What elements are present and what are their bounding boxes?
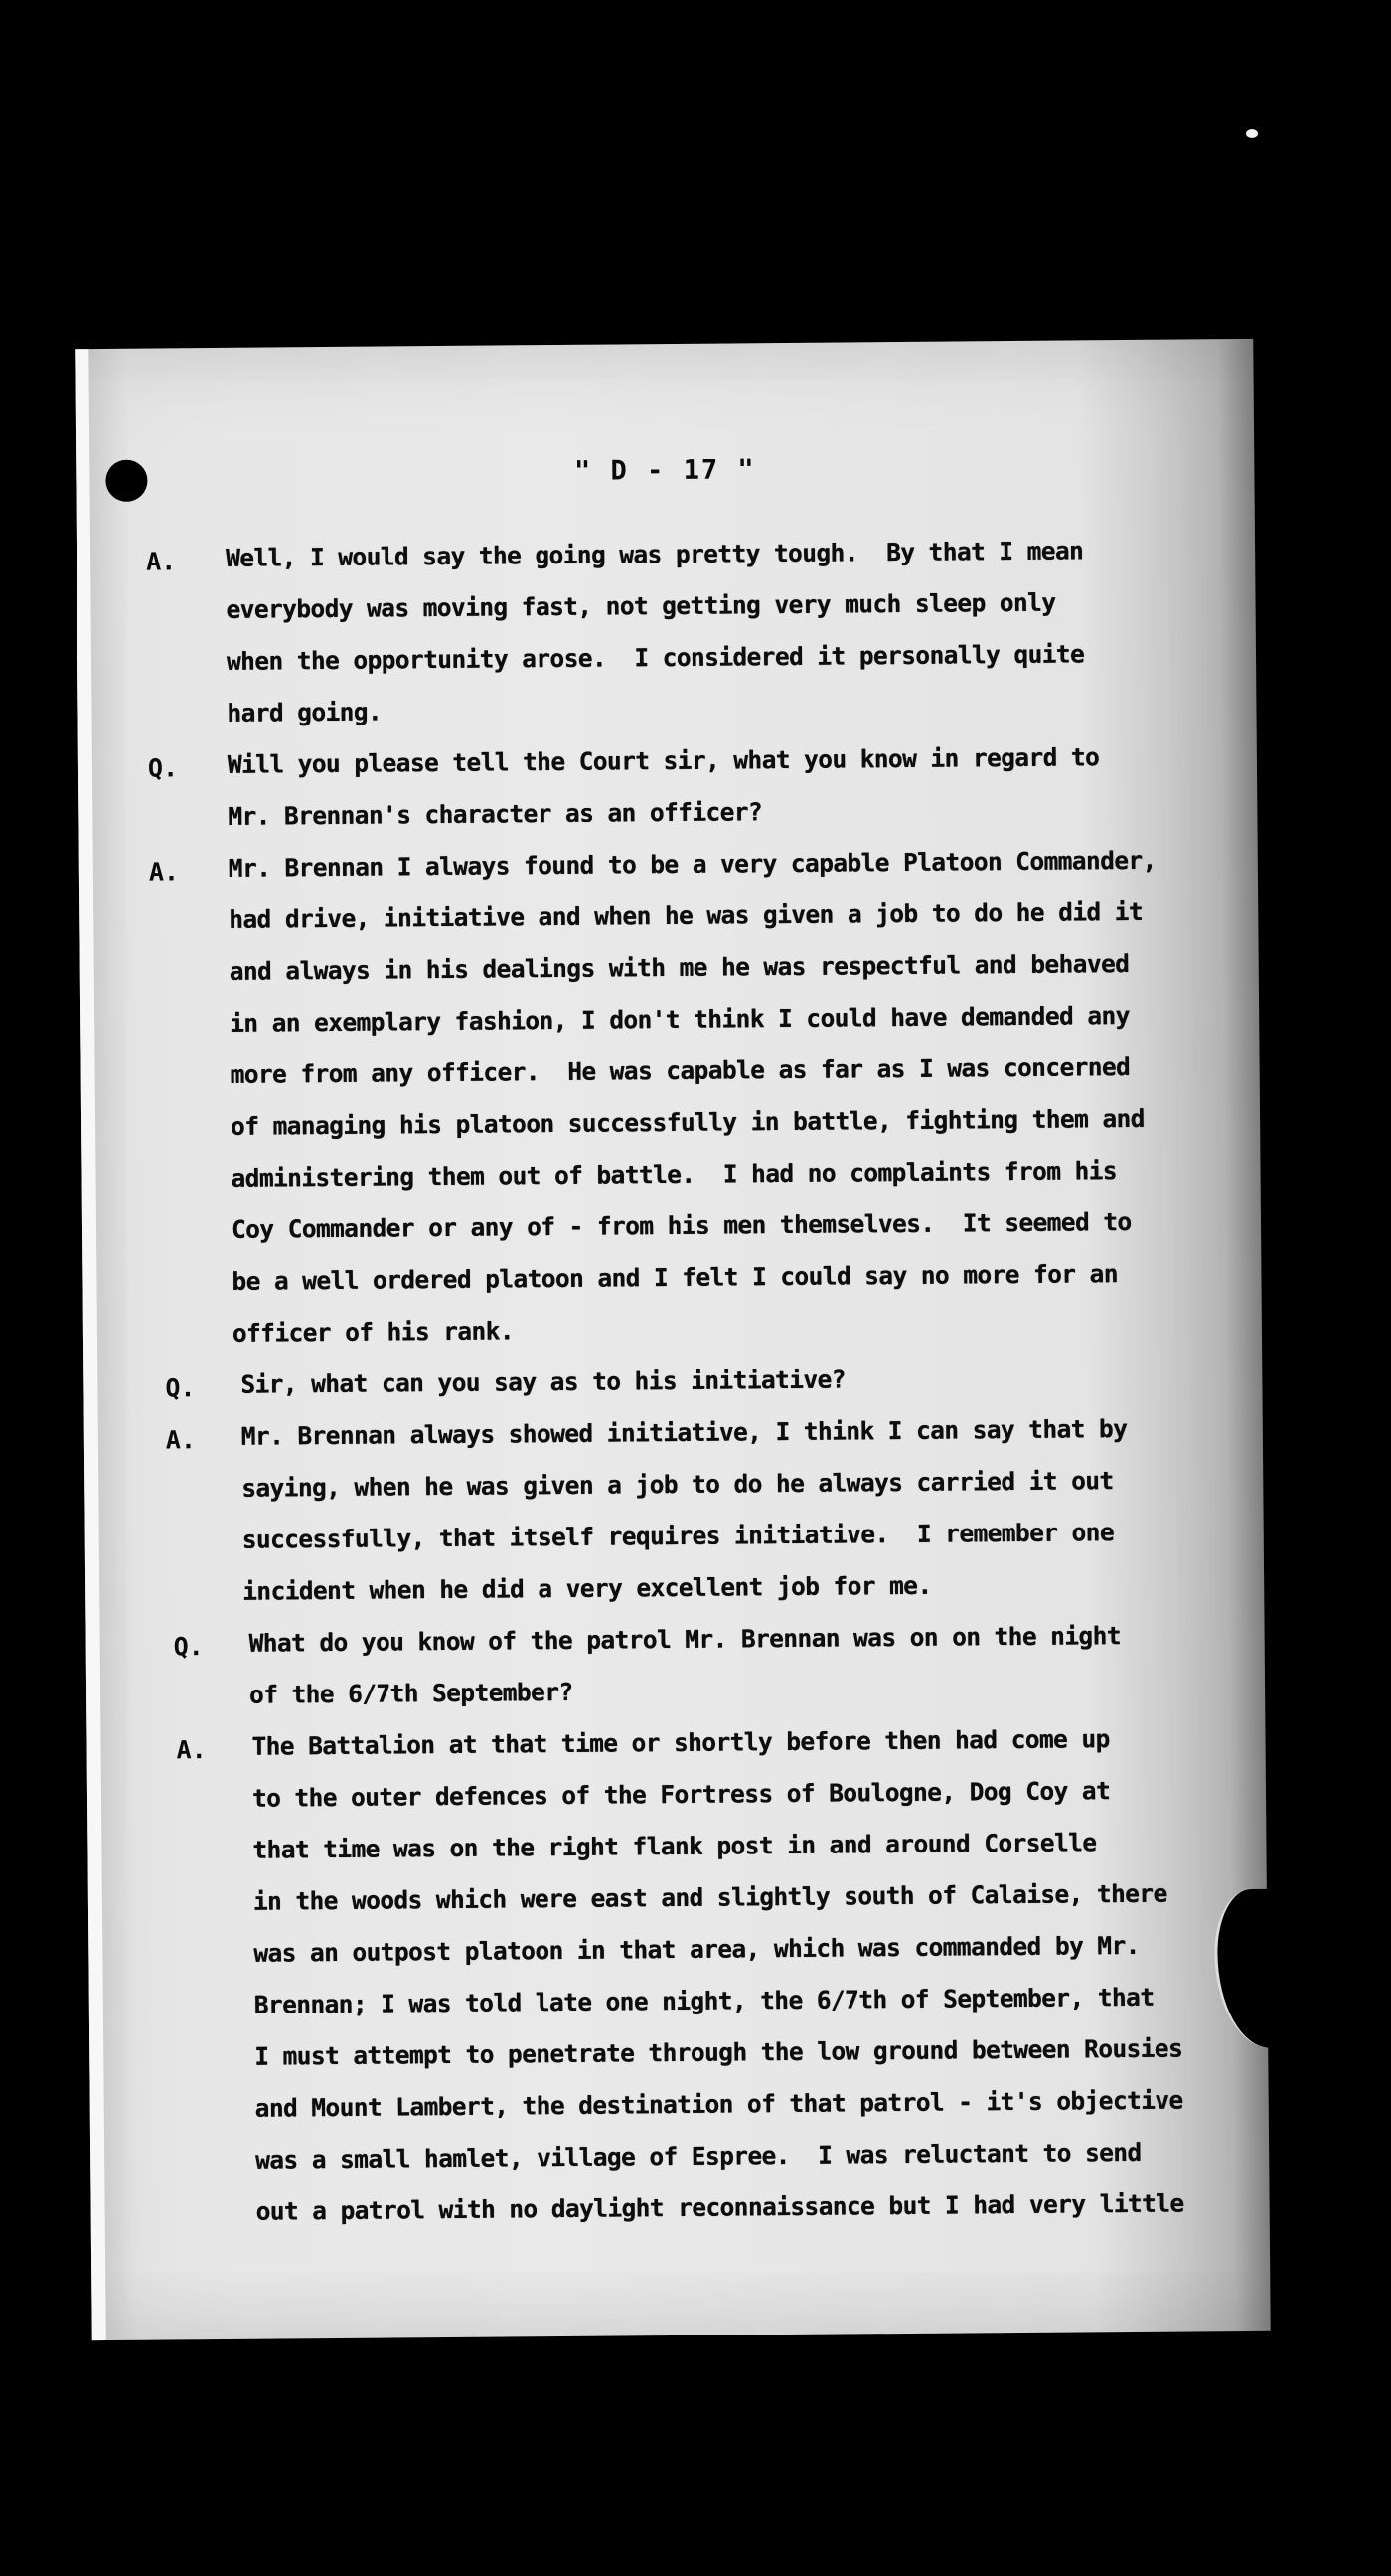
text-line: saying, when he was given a job to do he always carried it out <box>241 1466 1114 1503</box>
text-line: incident when he did a very excellent job for me. <box>242 1570 932 1606</box>
speaker-label: A. <box>176 1735 207 1765</box>
text-line: Mr. Brennan's character as an officer? <box>228 797 763 831</box>
text-line: Mr. Brennan always showed initiative, I think I can say that by <box>240 1414 1128 1451</box>
scan-speck <box>1246 129 1258 138</box>
text-line: be a well ordered platoon and I felt I could say no more for an <box>232 1259 1119 1296</box>
text-line: and Mount Lambert, the destination of that patrol - it's objective <box>254 2085 1183 2123</box>
text-line: to the outer defences of the Fortress of Boulogne, Dog Coy at <box>251 1776 1111 1813</box>
text-line: and always in his dealings with me he was respectful and behaved <box>229 948 1130 986</box>
text-line: Will you please tell the Court sir, what you know in regard to <box>227 742 1100 779</box>
text-line: Sir, what can you say as to his initiative? <box>240 1365 846 1399</box>
text-line: in the woods which were east and slightly south of Calaise, there <box>252 1878 1167 1916</box>
text-line: had drive, initiative and when he was given a job to do he did it <box>229 896 1144 934</box>
text-line: The Battalion at that time or shortly before then had come up <box>251 1724 1110 1761</box>
document-page <box>75 339 1270 2340</box>
speaker-label: Q. <box>165 1373 196 1403</box>
text-line: out a patrol with no daylight reconnaissance but I had very little <box>255 2188 1184 2226</box>
speaker-label: Q. <box>173 1632 204 1662</box>
speaker-label: A. <box>146 547 177 576</box>
text-line: Brennan; I was told late one night, the 6/7th of September, that <box>253 1982 1155 2019</box>
text-line: administering them out of battle. I had no complaints from his <box>231 1156 1118 1193</box>
speaker-label: A. <box>165 1425 197 1455</box>
text-line: in an exemplary fashion, I don't think I could have demanded any <box>230 1000 1130 1038</box>
page-number: " D - 17 " <box>573 454 756 487</box>
text-line: hard going. <box>227 697 383 727</box>
text-line: more from any officer. He was capable as far as I was concerned <box>230 1051 1131 1089</box>
text-line: of managing his platoon successfully in battle, fighting them and <box>230 1103 1145 1141</box>
text-line: Coy Commander or any of - from his men themselves. It seemed to <box>231 1207 1132 1244</box>
text-line: that time was on the right flank post in and around Corselle <box>252 1828 1097 1864</box>
text-line: everybody was moving fast, not getting very much sleep only <box>226 587 1056 624</box>
text-line: Well, I would say the going was pretty tough. By that I mean <box>225 536 1084 572</box>
text-line: officer of his rank. <box>232 1316 515 1348</box>
text-line: of the 6/7th September? <box>248 1677 573 1709</box>
text-line: Mr. Brennan I always found to be a very capable Platoon Commander, <box>228 845 1157 883</box>
torn-edge <box>1214 1888 1308 2048</box>
text-line: I must attempt to penetrate through the low ground between Rousies <box>254 2033 1183 2071</box>
speaker-label: Q. <box>147 753 179 783</box>
text-line: successfully, that itself requires initiative. I remember one <box>241 1518 1115 1554</box>
text-line: What do you know of the patrol Mr. Brennan was on on the night <box>248 1621 1122 1658</box>
text-line: was an outpost platoon in that area, which was commanded by Mr. <box>253 1930 1140 1968</box>
speaker-label: A. <box>148 857 180 886</box>
text-line: when the opportunity arose. I considered it personally quite <box>226 639 1085 676</box>
text-line: was a small hamlet, village of Espree. I was reluctant to send <box>255 2137 1142 2174</box>
